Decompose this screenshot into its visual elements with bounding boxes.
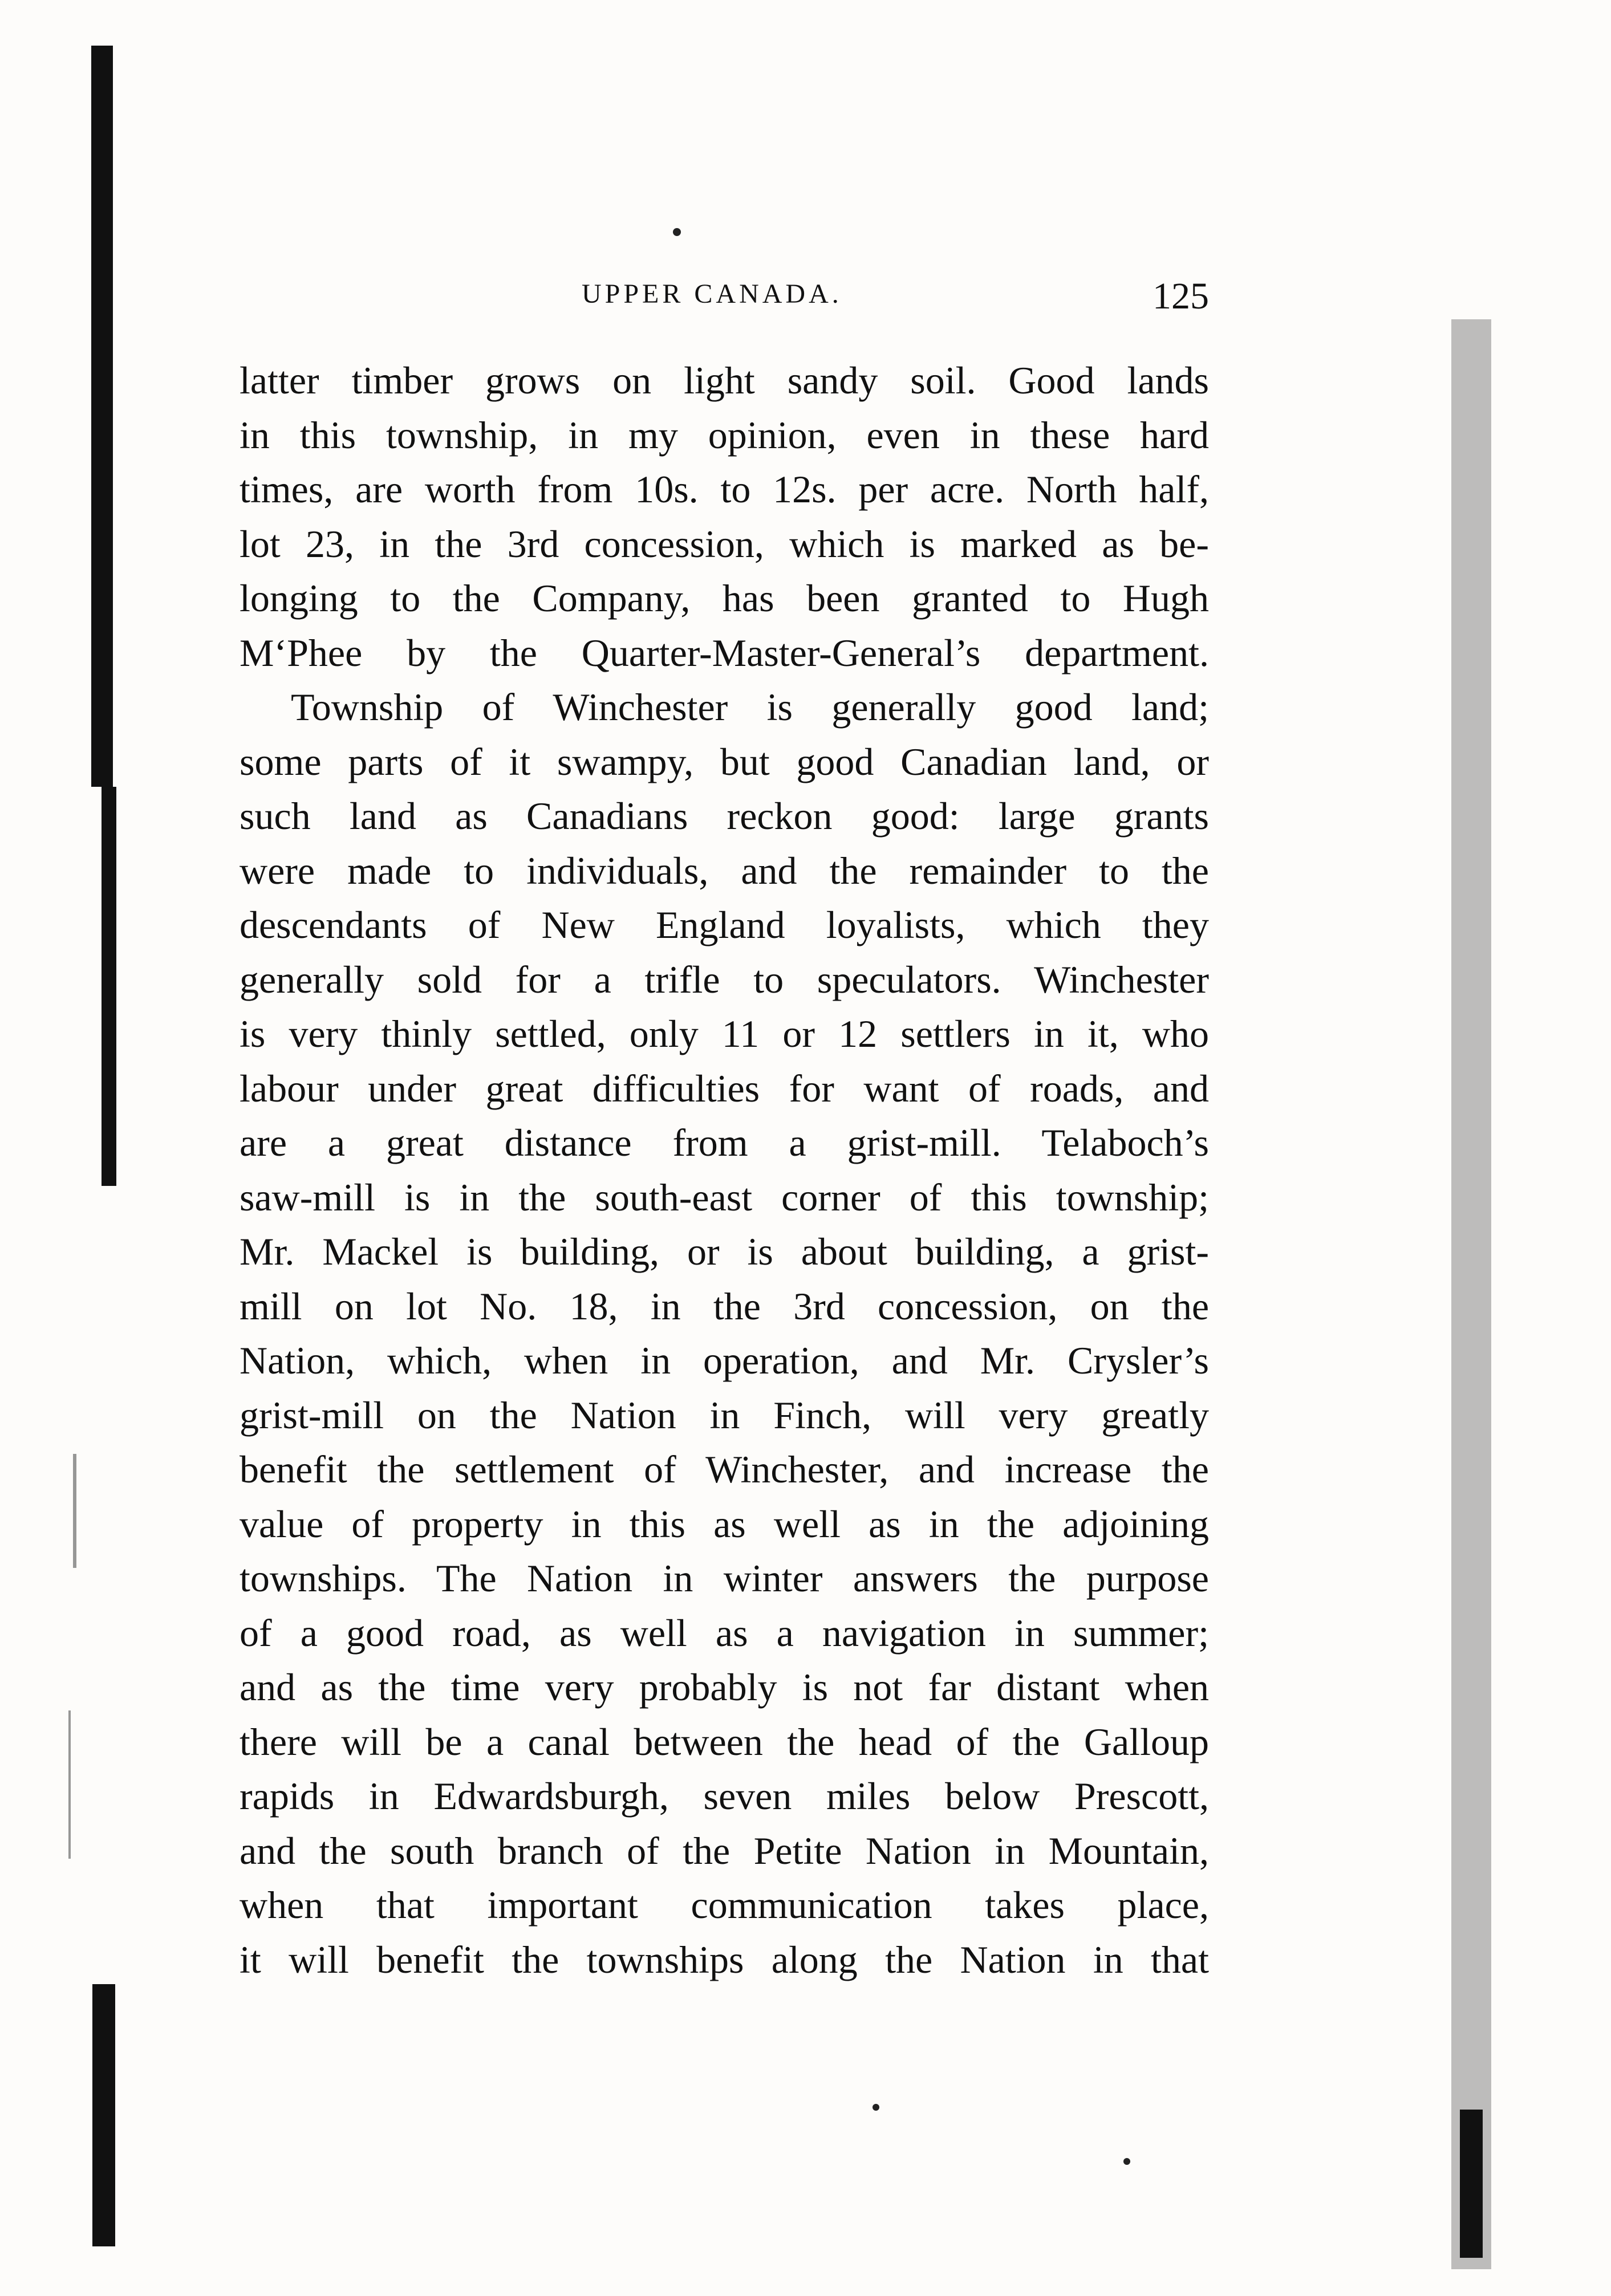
text-line: saw-mill is in the south-east corner of this township; (240, 1175, 1209, 1219)
text-line: times, are worth from 10s. to 12s. per acre. North half, (240, 468, 1209, 511)
text-line: rapids in Edwardsburgh, seven miles below Prescott, (240, 1774, 1209, 1818)
body-text (240, 353, 1209, 1987)
text-line-paragraph-start: Township of Winchester is generally good land; (291, 685, 1209, 729)
text-line: lot 23, in the 3rd concession, which is marked as be- (240, 522, 1209, 566)
text-line: M‘Phee by the Quarter-Master-General’s department. (240, 631, 1209, 674)
text-line: in this township, in my opinion, even in these hard (240, 413, 1209, 457)
right-edge-noise (1451, 319, 1491, 2269)
left-gutter-shadow-lower (102, 787, 116, 1186)
text-line: labour under great difficulties for want of roads, and (240, 1066, 1209, 1110)
stray-mark-bottom-2 (1123, 2158, 1130, 2165)
text-line: of a good road, as well as a navigation in summer; (240, 1611, 1209, 1655)
text-line: generally sold for a trifle to speculators. Winchester (240, 957, 1209, 1001)
left-gutter-dash-2 (68, 1710, 71, 1859)
text-line: benefit the settlement of Winchester, and increase the (240, 1448, 1209, 1491)
left-gutter-shadow (91, 46, 113, 787)
text-line: value of property in this as well as in the adjoining (240, 1502, 1209, 1546)
right-edge-bar (1460, 2110, 1483, 2258)
text-line: were made to individuals, and the remainder to the (240, 848, 1209, 892)
page-header (240, 275, 1209, 324)
text-line: townships. The Nation in winter answers the purpose (240, 1557, 1209, 1600)
text-line: latter timber grows on light sandy soil. Good lands (240, 359, 1209, 402)
text-line: is very thinly settled, only 11 or 12 settlers in it, who (240, 1012, 1209, 1055)
text-line: there will be a canal between the head of the Galloup (240, 1720, 1209, 1763)
page-number: 125 (1153, 275, 1209, 317)
text-line: when that important communication takes place, (240, 1883, 1209, 1927)
text-line: such land as Canadians reckon good: large grants (240, 794, 1209, 838)
text-line: mill on lot No. 18, in the 3rd concession, on the (240, 1284, 1209, 1328)
text-line: grist-mill on the Nation in Finch, will very greatly (240, 1393, 1209, 1437)
text-line: Nation, which, when in operation, and Mr. Crysler’s (240, 1339, 1209, 1382)
stray-mark-bottom (873, 2104, 879, 2111)
left-gutter-bottom-mark (92, 1984, 115, 2246)
text-line: and as the time very probably is not far distant when (240, 1665, 1209, 1709)
stray-mark-top (673, 228, 681, 236)
text-line: longing to the Company, has been granted to Hugh (240, 576, 1209, 620)
text-line: it will benefit the townships along the Nation in that (240, 1937, 1209, 1981)
text-line: and the south branch of the Petite Nation in Mountain, (240, 1828, 1209, 1872)
text-line: some parts of it swampy, but good Canadian land, or (240, 739, 1209, 783)
left-gutter-dash (73, 1454, 76, 1568)
text-line: Mr. Mackel is building, or is about building, a grist- (240, 1230, 1209, 1273)
running-head: UPPER CANADA. (582, 279, 842, 309)
text-line: descendants of New England loyalists, which they (240, 903, 1209, 946)
text-line: are a great distance from a grist-mill. Telaboch’s (240, 1121, 1209, 1164)
